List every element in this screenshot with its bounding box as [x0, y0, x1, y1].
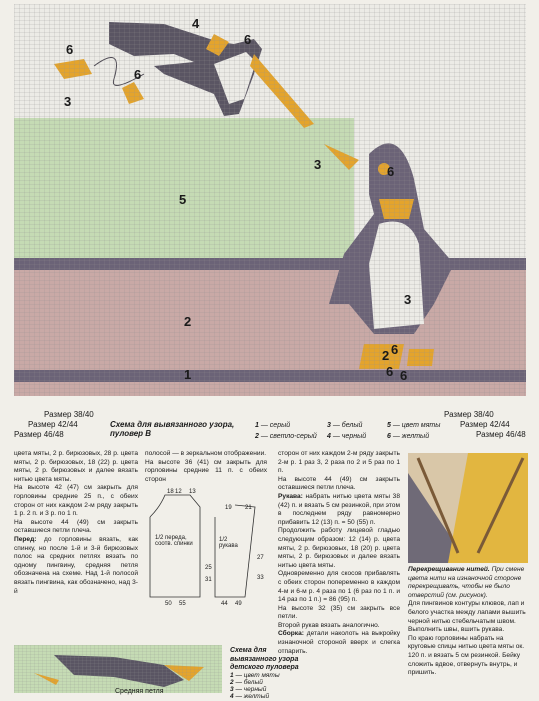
chart-number: 6 [244, 32, 252, 47]
photo-caption: Перекрещивание нитей. При смене цвета нити на изнаночной стороне перекрещивать, чтобы не было отверстий (см. рисунок). Для пингвинов контуры клювов, лап и белого участка между лапами вышить черной нитью стебельчатым швом. Выполнить швы, вшить рукава. По краю горловины набрать на круговые спицы нитью цвета мяты ок. 120 п. и вязать 5 см резинкой. Бейку сложить вдвое, отвернуть внутрь, и пришить. [408, 566, 526, 677]
knitting-photo [408, 453, 528, 563]
text-column-3: сторон от них каждом 2-м ряду закрыть 2-м р. 1 раз 3, 2 раза по 2 и 5 раз по 1 п. На высоте 44 (49) см закрыть оставшиеся петли плеча. Рукава: набрать нитью цвета мяты 38 (42) п. и вязать 5 см резинкой, при этом в последнем ряду равномерно прибавить 12 (13) п. = 50 (55) п. Продолжить работу лицевой гладью следующим образом: 12 (14) р. цвета мяты, 2 р. бирюзовых, 18 (20) р. цвета мяты, 2 р. бирюзовых и далее вязать нитью цвета мяты. Одновременно для скосов прибавлять с обеих сторон попеременно в каждом 4-м и 6-м р. 4 раза по 1 (6 раз по 1 п. и 14 раз по 1 п.) = 86 (95) п. На высоте 32 (35) см закрыть все петли. Второй рукав вязать аналогично. Сборка: детали наколоть на выкройку изнаночной стороной вверх и слегка отпарить. [278, 450, 400, 655]
chart-number: 6 [386, 364, 394, 379]
size-right-1: Размер 38/40 [444, 410, 494, 419]
chart-number: 6 [66, 42, 74, 57]
legend-item-4: 4 — черный [327, 433, 367, 440]
chart-graphic [14, 4, 526, 396]
photo-image [408, 453, 528, 563]
chart-number: 4 [192, 16, 200, 31]
legend-item-2: 2 — светло-серый [255, 433, 317, 440]
size-left-2: Размер 42/44 [28, 420, 78, 429]
legend-item-1: 1 — серый [255, 422, 291, 429]
chart-number: 6 [400, 368, 408, 383]
chart-number: 5 [179, 192, 187, 207]
text-column-2: полосой — в зеркальном отображении. На высоте 36 (41) см закрыть для горловины средние 11 п. с обеих сторон [145, 450, 267, 483]
chart-number: 2 [382, 348, 390, 363]
legend-item-5: 5 — цвет мяты [387, 422, 441, 429]
pattern-schema: 18 12 13 1/2 переда, соотв. спинки 1/2 рукава 19 21 25 27 33 31 50 55 44 49 [145, 465, 275, 665]
chart-number: 3 [64, 94, 72, 109]
schema-drawing [145, 487, 275, 617]
chart-number: 3 [404, 292, 412, 307]
legend-title: Схема для вывязанного узора, пуловер В [110, 420, 235, 438]
chart-number: 1 [184, 367, 192, 382]
legend-item-3: 3 — белый [327, 422, 363, 429]
size-right-2: Размер 42/44 [460, 420, 510, 429]
legend-item-6: 6 — желтый [387, 433, 430, 440]
size-left-3: Размер 46/48 [14, 430, 64, 439]
child-chart-graphic [14, 645, 222, 693]
chart-number: 6 [134, 67, 142, 82]
text-column-1: цвета мяты, 2 р. бирюзовых, 28 р. цвета мяты, 2 р. бирюзовых, 18 (22) р. цвета мяты, 2 р. бирюзовых и далее вязать нитью цвета мяты. На высоте 42 (47) см закрыть для горловины средние 25 п., с обеих сторон от них каждом 2-м ряду закрыть 1 р. 2 п. и 3 р. по 1 п. На высоте 44 (49) см закрыть оставшиеся петли плеча. Перед: до горловины вязать, как спинку, но после 1-й и 3-й бирюзовых полос на средних петлях вязать по одному пингвину, средняя петля обозначена на схеме. Над 1-й полосой вязать пингвина, как обозначено, над 3-й [14, 450, 138, 595]
middle-stitch-label: Средняя петля [115, 688, 164, 695]
chart-number: 6 [387, 164, 395, 179]
small-legend-title: Схема для вывязанного узора детского пуловера [230, 647, 299, 671]
child-pattern-chart [14, 645, 222, 693]
chart-number: 3 [314, 157, 322, 172]
chart-number: 2 [184, 314, 192, 329]
chart-number: 6 [391, 342, 399, 357]
size-right-3: Размер 46/48 [476, 430, 526, 439]
knitting-chart [14, 4, 526, 396]
size-left-1: Размер 38/40 [44, 410, 94, 419]
